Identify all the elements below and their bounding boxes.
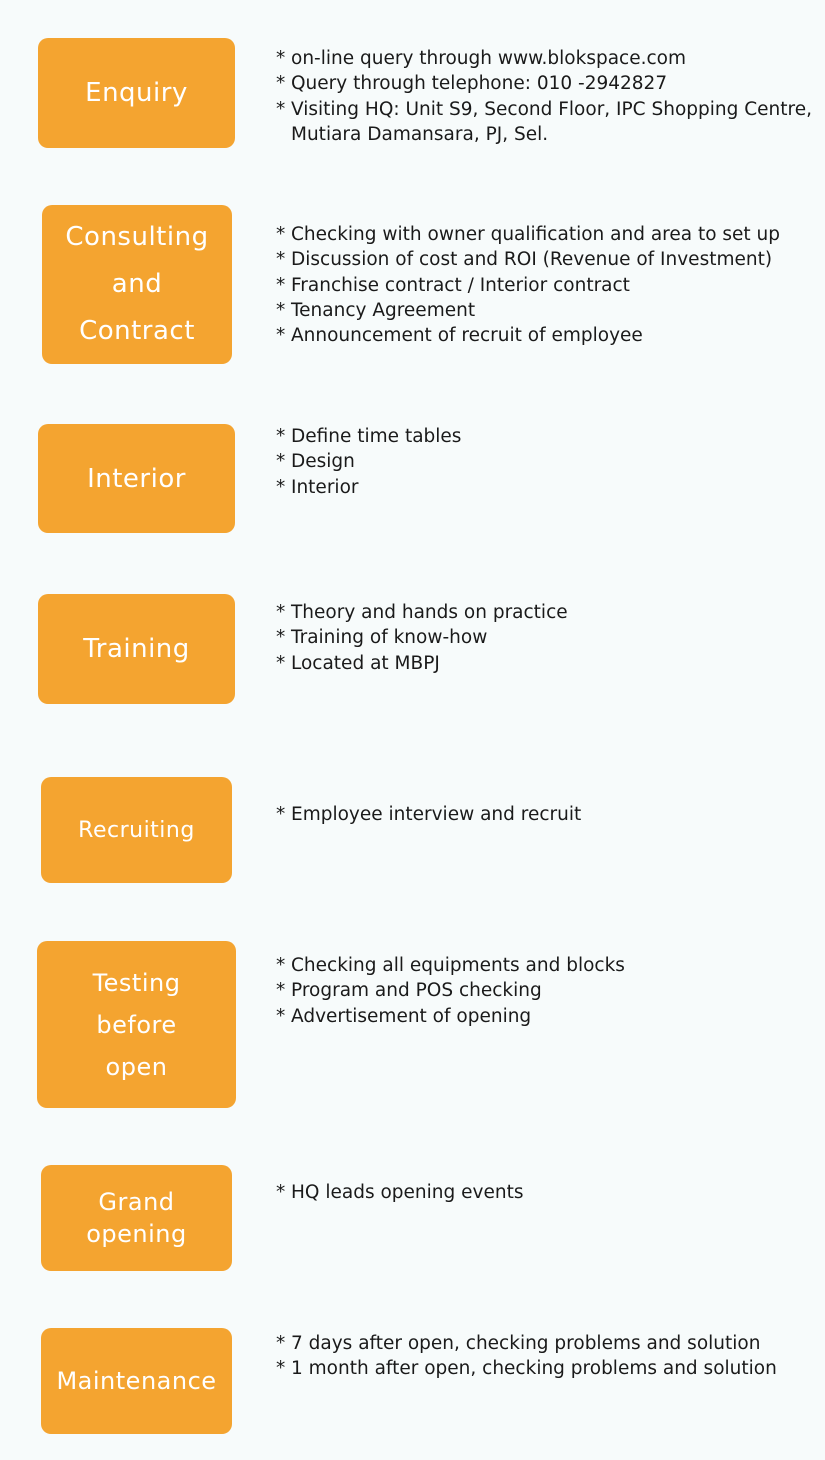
step-title-box: [38, 594, 235, 704]
step-detail-text: Franchise contract / Interior contract: [291, 274, 630, 296]
bullet-marker: *: [276, 476, 286, 498]
step-details-list: [276, 600, 568, 676]
bullet-marker: *: [276, 299, 286, 321]
bullet-marker: *: [276, 451, 286, 473]
step-detail-item: [276, 1331, 777, 1356]
step-detail-text: Define time tables: [291, 426, 462, 447]
step-detail-item: [276, 1356, 777, 1381]
step-title: Testing before open: [92, 968, 181, 1081]
step-title: Training: [83, 634, 190, 664]
step-detail-text: Visiting HQ: Unit S9, Second Floor, IPC Shopping Centre,: [291, 98, 812, 120]
bullet-marker: *: [276, 980, 286, 1002]
step-title: Interior: [87, 463, 186, 494]
step-detail-item: [276, 71, 812, 96]
step-title-box: [41, 777, 232, 883]
step-detail-text: 1 month after open, checking problems and solution: [291, 1358, 777, 1380]
step-detail-text: Advertisement of opening: [291, 1005, 532, 1027]
step-detail-item: [276, 247, 780, 272]
step-detail-item: [276, 449, 461, 474]
bullet-marker: *: [276, 73, 286, 95]
step-title-box: [42, 205, 232, 364]
bullet-marker: *: [276, 426, 286, 447]
step-title: Consulting and Contract: [65, 222, 209, 346]
step-detail-text: Query through telephone: 010 -2942827: [291, 73, 668, 95]
bullet-marker: *: [276, 602, 286, 623]
step-detail-item: [276, 46, 812, 71]
step-title-box: [38, 38, 235, 148]
step-details-list: [276, 802, 581, 827]
step-details-list: [276, 1331, 777, 1382]
step-title-box: [41, 1165, 232, 1271]
bullet-marker: *: [276, 325, 286, 347]
step-detail-item: [276, 323, 780, 348]
step-detail-text: Located at MBPJ: [291, 652, 440, 674]
step-detail-item: [276, 298, 780, 323]
step-title-box: [38, 424, 235, 533]
step-detail-text: Training of know-how: [291, 627, 488, 649]
step-detail-text: HQ leads opening events: [291, 1182, 524, 1203]
step-detail-item: [276, 273, 780, 298]
step-detail-text: Checking with owner qualification and area to set up: [291, 224, 781, 245]
step-details-list: [276, 953, 625, 1029]
step-title: Maintenance: [56, 1367, 217, 1395]
bullet-marker: *: [276, 652, 286, 674]
bullet-marker: *: [276, 274, 286, 296]
step-detail-text: Tenancy Agreement: [291, 299, 476, 321]
step-detail-text: 7 days after open, checking problems and solution: [291, 1333, 761, 1354]
step-detail-text: Design: [291, 451, 355, 473]
bullet-marker: *: [276, 955, 286, 976]
step-detail-item: [276, 122, 812, 147]
step-detail-item: [276, 1004, 625, 1029]
step-detail-item: [276, 651, 568, 676]
bullet-marker: *: [276, 98, 286, 120]
step-detail-item: [276, 222, 780, 247]
bullet-marker: *: [276, 627, 286, 649]
step-detail-item: [276, 600, 568, 625]
step-details-list: [276, 46, 812, 147]
bullet-marker: *: [276, 249, 286, 271]
bullet-marker: *: [276, 224, 286, 245]
step-detail-item: [276, 625, 568, 650]
step-details-list: [276, 1180, 523, 1205]
step-detail-text: Employee interview and recruit: [291, 804, 582, 825]
step-title-box: [41, 1328, 232, 1434]
bullet-marker: *: [276, 48, 286, 69]
step-details-list: [276, 222, 780, 348]
step-detail-item: [276, 953, 625, 978]
step-detail-text: Interior: [291, 476, 359, 498]
bullet-marker: *: [276, 1005, 286, 1027]
step-detail-text: on-line query through www.blokspace.com: [291, 48, 686, 69]
step-detail-text: Checking all equipments and blocks: [291, 955, 625, 976]
step-title: Recruiting: [78, 817, 195, 843]
bullet-marker: *: [276, 1358, 286, 1380]
step-detail-item: [276, 978, 625, 1003]
step-detail-text: Discussion of cost and ROI (Revenue of Investment): [291, 249, 773, 271]
step-detail-text: Announcement of recruit of employee: [291, 325, 643, 347]
step-title: Enquiry: [85, 78, 188, 108]
step-detail-text: Theory and hands on practice: [291, 602, 568, 623]
step-detail-item: [276, 97, 812, 122]
step-detail-text: Mutiara Damansara, PJ, Sel.: [291, 123, 549, 145]
step-title-box: [37, 941, 236, 1108]
bullet-marker: *: [276, 804, 286, 825]
step-detail-item: [276, 424, 461, 449]
step-detail-item: [276, 475, 461, 500]
step-detail-item: [276, 802, 581, 827]
step-detail-item: [276, 1180, 523, 1205]
bullet-marker: *: [276, 1182, 286, 1203]
step-detail-text: Program and POS checking: [291, 980, 542, 1002]
step-title: Grand opening: [86, 1188, 187, 1248]
step-details-list: [276, 424, 461, 500]
bullet-marker: *: [276, 1333, 286, 1354]
